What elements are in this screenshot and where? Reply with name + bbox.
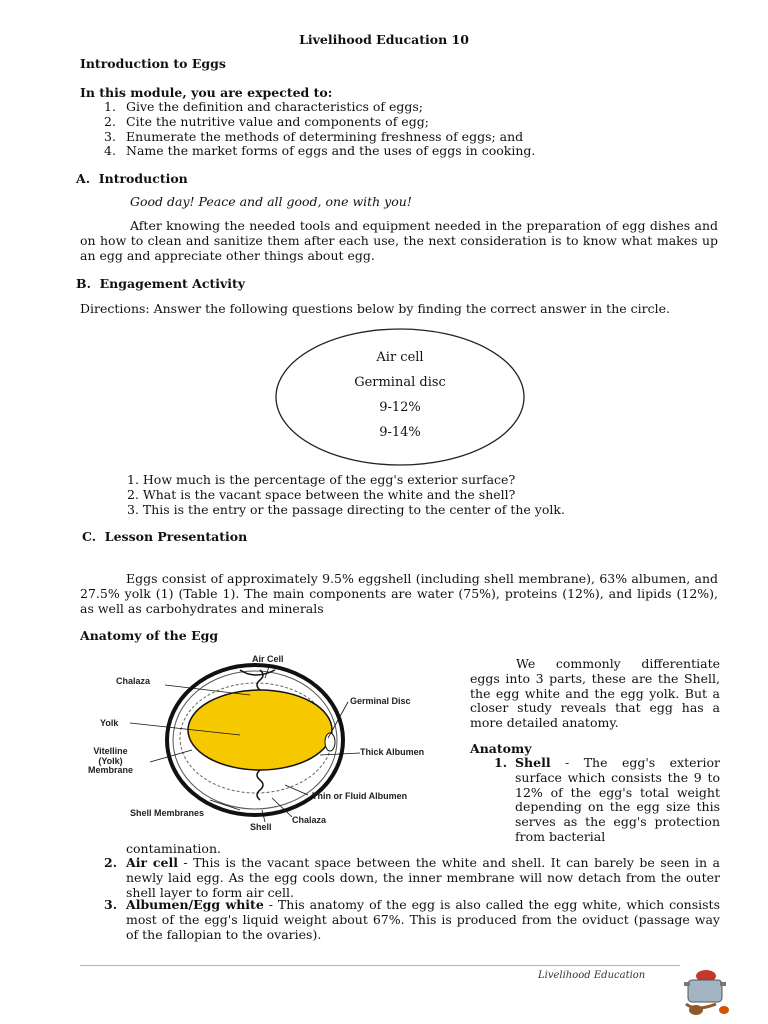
label-germinal-disc: Germinal Disc bbox=[350, 696, 411, 706]
objective-item: 4. Name the market forms of eggs and the uses of eggs in cooking. bbox=[104, 143, 536, 159]
circle-item: 9-14% bbox=[379, 425, 421, 440]
circle-item: Air cell bbox=[376, 350, 424, 365]
label-thick-albumen: Thick Albumen bbox=[360, 747, 425, 757]
questions-list bbox=[127, 473, 565, 517]
part-1-continuation: contamination. bbox=[126, 841, 221, 856]
label-chalaza-top: Chalaza bbox=[116, 676, 151, 686]
objective-item: 2. Cite the nutritive value and components of egg; bbox=[104, 113, 429, 129]
footer-text: Livelihood Education bbox=[538, 970, 646, 981]
page-header-title: Livelihood Education 10 bbox=[299, 32, 469, 47]
label-yolk: Yolk bbox=[100, 718, 119, 728]
part-2-text: Air cell - This is the vacant space between the white and shell. It can barely be seen in a newly laid egg. As the egg cools down, the inner membrane will now detach from the outer shell layer to form air cell. bbox=[126, 855, 720, 900]
label-shell: Shell bbox=[250, 822, 272, 832]
circle-item: Germinal disc bbox=[354, 375, 446, 390]
part-2-number: 2. bbox=[104, 855, 118, 870]
objectives-list bbox=[104, 100, 535, 159]
answer-circle-items bbox=[300, 345, 500, 445]
egg-anatomy-diagram bbox=[80, 650, 465, 835]
footer-rule bbox=[80, 965, 680, 966]
section-a-heading: A. Introduction bbox=[76, 171, 188, 186]
anatomy-intro-text: We commonly differentiate eggs into 3 parts, these are the Shell, the egg white and the egg yolk. But a closer study reveals that egg has a more detailed anatomy. bbox=[470, 656, 720, 731]
anatomy-heading: Anatomy of the Egg bbox=[80, 628, 219, 643]
part-1-number: 1. bbox=[494, 755, 508, 770]
objective-item: 3. Enumerate the methods of determining freshness of eggs; and bbox=[104, 128, 524, 144]
module-title: Introduction to Eggs bbox=[80, 56, 226, 71]
introduction-paragraph: After knowing the needed tools and equipment needed in the preparation of egg dishes and on how to clean and sanitize them after each use, the next consideration is to know what makes up an egg and appreciate other things about egg. bbox=[80, 218, 718, 263]
part-1-text: Shell - The egg's exterior surface which consists the 9 to 12% of the egg's total weight depending on the egg size this serves as the egg's protection from bacterial bbox=[515, 755, 720, 844]
question-item: 3. This is the entry or the passage directing to the center of the yolk. bbox=[127, 501, 565, 517]
circle-item: 9-12% bbox=[379, 400, 421, 415]
objectives-heading: In this module, you are expected to: bbox=[80, 85, 333, 100]
greeting-text: Good day! Peace and all good, one with you! bbox=[130, 194, 412, 209]
question-item: 2. What is the vacant space between the white and the shell? bbox=[127, 486, 516, 502]
part-3-number: 3. bbox=[104, 897, 118, 912]
label-shell-membranes: Shell Membranes bbox=[130, 808, 205, 818]
lesson-paragraph: Eggs consist of approximately 9.5% eggshell (including shell membrane), 63% albumen, and 27.5% yolk (1) (Table 1). The main components are water (75%), proteins (12%), and lipids (12%), as well as carbohydrates and minerals bbox=[80, 571, 718, 616]
label-thin-albumen: Thin or Fluid Albumen bbox=[312, 791, 408, 801]
cooking-pot-logo bbox=[676, 962, 736, 1018]
part-3-text: Albumen/Egg white - This anatomy of the egg is also called the egg white, which consists most of the egg's liquid weight about 67%. This is produced from the oviduct (passage way of the fallopian to the ovaries). bbox=[126, 897, 720, 942]
anatomy-list-heading: Anatomy bbox=[470, 741, 532, 756]
label-chalaza-bottom: Chalaza bbox=[292, 815, 327, 825]
section-b-heading: B. Engagement Activity bbox=[76, 276, 246, 291]
directions-text: Directions: Answer the following questions below by finding the correct answer in the circle. bbox=[80, 301, 670, 316]
question-item: 1. How much is the percentage of the egg's exterior surface? bbox=[127, 472, 516, 487]
label-air-cell: Air Cell bbox=[252, 654, 284, 664]
label-vitelline: Vitelline (Yolk) Membrane bbox=[88, 746, 134, 775]
section-c-heading: C. Lesson Presentation bbox=[82, 529, 248, 544]
objective-item: 1. Give the definition and characteristics of eggs; bbox=[104, 99, 423, 114]
